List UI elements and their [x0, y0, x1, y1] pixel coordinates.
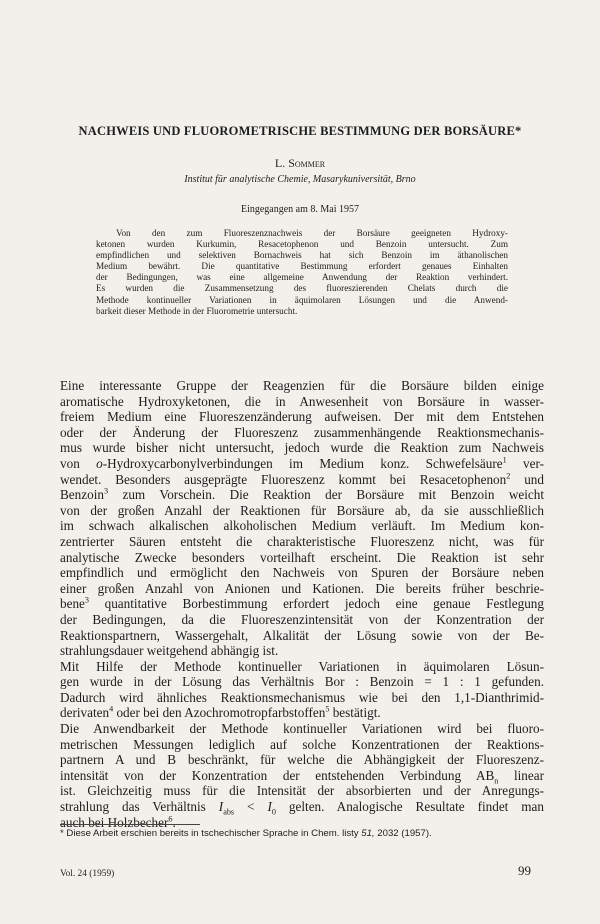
text-run: von — [60, 455, 97, 471]
body-line: gen wurde in der Lösung das Verhältnis Bor : Benzoin = 1 : 1 gefunden. — [60, 674, 544, 690]
body-text — [60, 378, 544, 830]
abstract-line: empfindlichen und selektiven Bornachweis hat sich Benzoin im äthanolischen — [96, 250, 508, 261]
abstract-line: der Bedingungen, was eine allgemeine Anwendung der Reaktion verhindert. — [96, 272, 508, 283]
text-italic: I — [218, 799, 224, 815]
reference-marker: 3 — [103, 486, 109, 496]
text-italic: o — [96, 455, 103, 471]
author-line — [0, 156, 600, 171]
text-run: -Hydroxycarbonylverbindungen im Medium konz. Schwefelsäure — [102, 455, 503, 471]
received-date: Eingegangen am 8. Mai 1957 — [240, 204, 360, 215]
body-line — [60, 705, 544, 721]
body-line: von der großen Anzahl der Reaktionen für Borsäure ab, da sie ausschließlich — [60, 502, 544, 518]
text-run: bene — [60, 596, 85, 612]
subscript: n — [494, 776, 499, 786]
body-line: der Bedingungen, da die Fluoreszenzintensität von der Konzentration der — [60, 611, 544, 627]
body-line — [60, 596, 544, 612]
text-italic: I — [267, 799, 272, 815]
text-run: derivaten — [60, 705, 110, 721]
body-line: ist. Gleichzeitig muss für die Intensität der absorbierten und der Anregungs- — [60, 783, 544, 799]
body-line: Dadurch wird ähnliches Reaktionsmechanismus wie bei den 1,1-Dianthrimid- — [60, 689, 544, 705]
subscript: 0 — [271, 807, 276, 817]
text-run: ver- — [506, 455, 545, 471]
body-line — [60, 487, 544, 503]
body-line: Eine interessante Gruppe der Reagenzien für die Borsäure bilden einige — [60, 378, 544, 393]
reference-marker: 6 — [168, 814, 173, 824]
text-run: < — [234, 799, 268, 815]
footnote-text: * Diese Arbeit erschien bereits in tschechischer Sprache in Chem. listy — [60, 828, 362, 839]
text-run: Benzoin — [60, 487, 104, 503]
body-line: zentrierter Säuren entsteht die charakteristische Fluoreszenz nicht, was für — [60, 533, 544, 549]
abstract — [96, 228, 508, 317]
text-run: quantitative Borbestimmung erfordert jedoch eine genaue Festlegung — [89, 596, 544, 612]
text-run: linear — [498, 767, 544, 783]
body-line: empfindlich und ermöglicht den Nachweis von Spuren der Borsäure neben — [60, 565, 544, 581]
text-run: bestätigt. — [329, 705, 381, 721]
abstract-line: barkeit dieser Methode in der Fluorometrie untersucht. — [96, 305, 298, 316]
body-line: analytische Zwecke besonders vorteilhaft erscheint. Die Reaktion ist sehr — [60, 549, 544, 565]
body-line: partnern A und B beschränkt, für welche die Abhängigkeit der Fluoreszenz- — [60, 752, 544, 768]
text-run: wendet. Besonders ausgeprägte Fluoreszenz kommt bei Resacetophenon — [60, 471, 507, 487]
footnote-volume: 51, — [361, 828, 375, 839]
text-run: intensität von der Konzentration der entstehenden Verbindung AB — [60, 767, 495, 783]
page-number: 99 — [518, 863, 531, 878]
body-line: aromatische Hydroxyketonen, die in Anwesenheit von Borsäure in wasser- — [60, 393, 544, 409]
footnote-text: 2032 (1957). — [374, 828, 432, 839]
reference-marker: 5 — [325, 705, 330, 715]
body-line — [60, 768, 544, 784]
body-line: Die Anwendbarkeit der Methode kontinueller Variationen wird bei fluoro- — [60, 721, 544, 737]
abstract-line: ketonen wurden Kurkumin, Resacetophenon und Benzoin untersucht. Zum — [96, 239, 508, 250]
body-line: Mit Hilfe der Methode kontinueller Variationen in äquimolaren Lösun- — [60, 658, 544, 674]
abstract-line: Methode kontinueller Variationen in äquimolaren Lösungen und die Anwend- — [96, 294, 508, 305]
body-line — [60, 456, 544, 472]
abstract-line: Medium bewährt. Die quantitative Bestimmung erfordert genaues Einhalten — [96, 261, 508, 272]
text-run: . — [172, 814, 176, 830]
paper-title: NACHWEIS UND FLUOROMETRISCHE BESTIMMUNG DER BORSÄURE* — [78, 124, 522, 138]
body-line — [60, 472, 544, 488]
author-initial: L. — [274, 156, 289, 170]
reference-marker: 1 — [502, 455, 507, 465]
volume-label: Vol. 24 (1959) — [60, 869, 115, 879]
text-run: gelten. Analogische Resultate findet man — [275, 799, 545, 815]
body-line — [60, 799, 544, 815]
footnote-rule — [60, 824, 200, 825]
text-run: oder bei den Azochromotropfarbstoffen — [113, 705, 326, 721]
body-line: mus wurde bisher nicht untersucht, jedoch wurde die Reaktion zum Nachweis — [60, 440, 544, 456]
footnote — [60, 828, 544, 839]
text-run: strahlung das Verhältnis — [60, 799, 219, 815]
body-line: Reaktionspartnern, Wassergehalt, Alkalität der Lösung sowie von der Be- — [60, 627, 544, 643]
body-line: einer großen Anzahl von Anionen und Kationen. Die bereits früher beschrie- — [60, 580, 544, 596]
body-line: freiem Medium eine Fluoreszenzänderung aufweisen. Der mit dem Entstehen — [60, 409, 544, 425]
text-run: zum Vorschein. Die Reaktion der Borsäure mit Benzoin weicht — [108, 487, 544, 503]
author-name: Sommer — [288, 156, 326, 170]
text-run: und — [510, 471, 544, 487]
reference-marker: 4 — [109, 705, 114, 715]
reference-marker: 2 — [506, 471, 511, 481]
abstract-line: Von den zum Fluoreszenznachweis der Borsäure geeigneten Hydroxy- — [116, 228, 508, 238]
body-line: metrischen Messungen lediglich auf solche Konzentrationen der Reaktions- — [60, 736, 544, 752]
body-line: oder der Änderung der Fluoreszenz zusammenhängende Reaktionsmechanis- — [60, 424, 544, 440]
text-run: auch bei Holzbecher — [60, 814, 169, 830]
affiliation: Institut für analytische Chemie, Masarykuniversität, Brno — [184, 174, 416, 185]
abstract-line: Es wurden die Zusammensetzung des fluoreszierenden Chelats durch die — [96, 283, 508, 294]
body-line: strahlungsdauer weitgehend abhängig ist. — [60, 643, 279, 659]
reference-marker: 3 — [84, 595, 89, 605]
subscript: abs — [223, 807, 235, 817]
body-line: im schwach alkalischen alkoholischen Medium verläuft. Im Medium kon- — [60, 518, 544, 534]
